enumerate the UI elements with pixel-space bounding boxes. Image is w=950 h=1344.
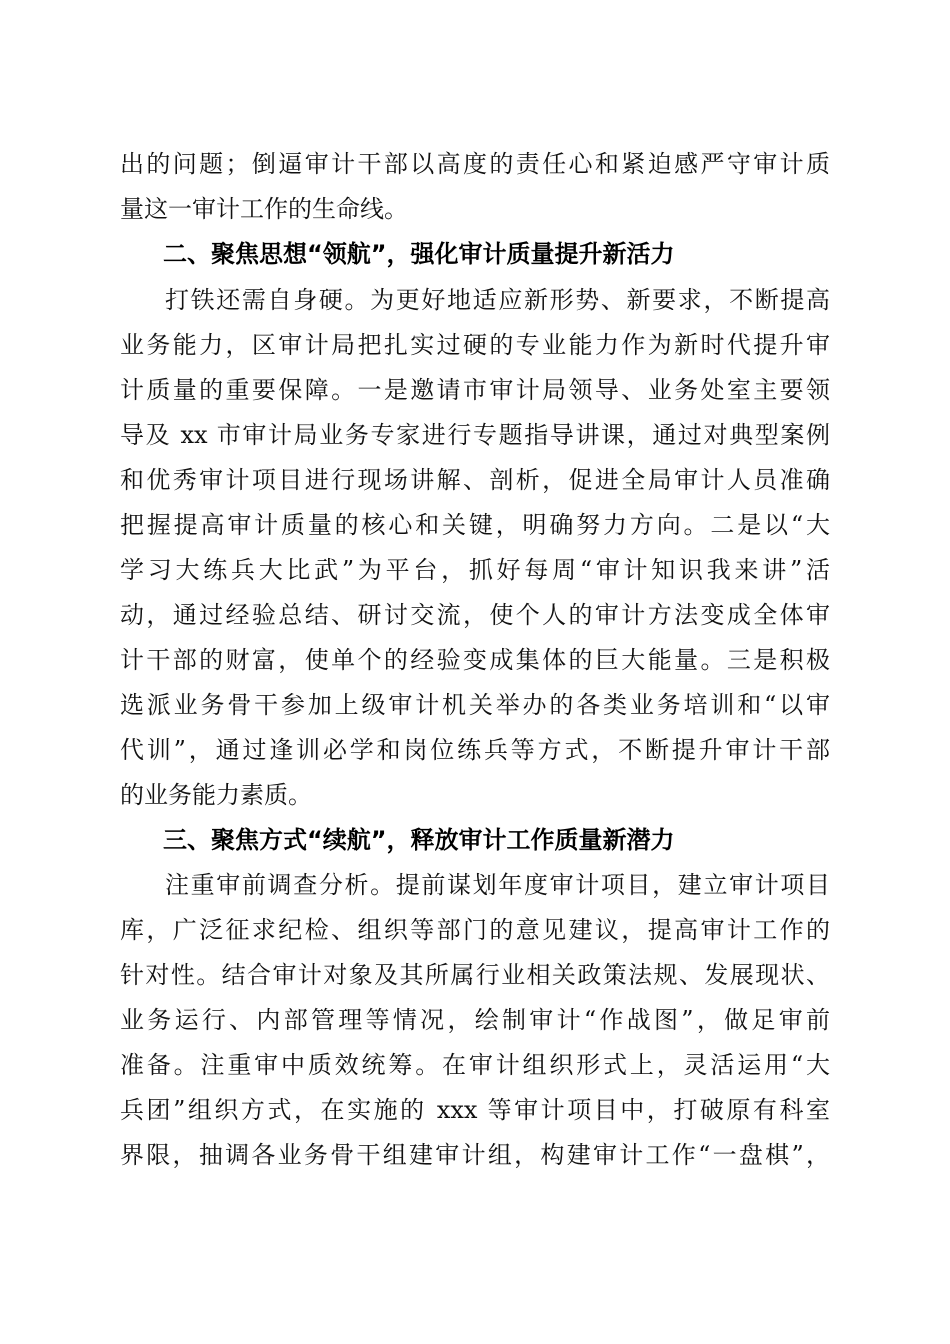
paragraph-line: 准备。注重审中质效统筹。在审计组织形式上，灵活运用“大 — [120, 1051, 830, 1079]
paragraph-line: 和优秀审计项目进行现场讲解、剖析，促进全局审计人员准确 — [120, 466, 830, 494]
paragraph-line: 动，通过经验总结、研讨交流，使个人的审计方法变成全体审 — [120, 601, 830, 629]
paragraph-line: 界限，抽调各业务骨干组建审计组，构建审计工作“一盘棋”， — [120, 1141, 830, 1169]
paragraph-line: 选派业务骨干参加上级审计机关举办的各类业务培训和“以审 — [120, 691, 830, 719]
paragraph-line: 兵团”组织方式，在实施的 xxx 等审计项目中，打破原有科室 — [120, 1096, 830, 1124]
section-heading-3: 三、聚焦方式“续航”，释放审计工作质量新潜力 — [163, 826, 675, 854]
section-heading-2: 二、聚焦思想“领航”，强化审计质量提升新活力 — [163, 240, 675, 268]
paragraph-line: 出的问题；倒逼审计干部以高度的责任心和紧迫感严守审计质 — [120, 150, 830, 178]
paragraph-line: 导及 xx 市审计局业务专家进行专题指导讲课，通过对典型案例 — [120, 421, 830, 449]
paragraph-line: 量这一审计工作的生命线。 — [120, 195, 408, 223]
paragraph-line: 业务运行、内部管理等情况，绘制审计“作战图”，做足审前 — [120, 1006, 830, 1034]
paragraph-line: 代训”，通过逢训必学和岗位练兵等方式，不断提升审计干部 — [120, 736, 830, 764]
paragraph-line: 计质量的重要保障。一是邀请市审计局领导、业务处室主要领 — [120, 376, 830, 404]
paragraph-line: 针对性。结合审计对象及其所属行业相关政策法规、发展现状、 — [120, 961, 830, 989]
paragraph-line: 学习大练兵大比武”为平台，抓好每周“审计知识我来讲”活 — [120, 556, 830, 584]
paragraph-line: 把握提高审计质量的核心和关键，明确努力方向。二是以“大 — [120, 511, 830, 539]
paragraph-line: 库，广泛征求纪检、组织等部门的意见建议，提高审计工作的 — [120, 916, 830, 944]
paragraph-line: 注重审前调查分析。提前谋划年度审计项目，建立审计项目 — [165, 871, 830, 899]
paragraph-line: 计干部的财富，使单个的经验变成集体的巨大能量。三是积极 — [120, 646, 830, 674]
paragraph-line: 的业务能力素质。 — [120, 781, 312, 809]
paragraph-line: 打铁还需自身硬。为更好地适应新形势、新要求，不断提高 — [165, 286, 830, 314]
paragraph-line: 业务能力，区审计局把扎实过硬的专业能力作为新时代提升审 — [120, 331, 830, 359]
